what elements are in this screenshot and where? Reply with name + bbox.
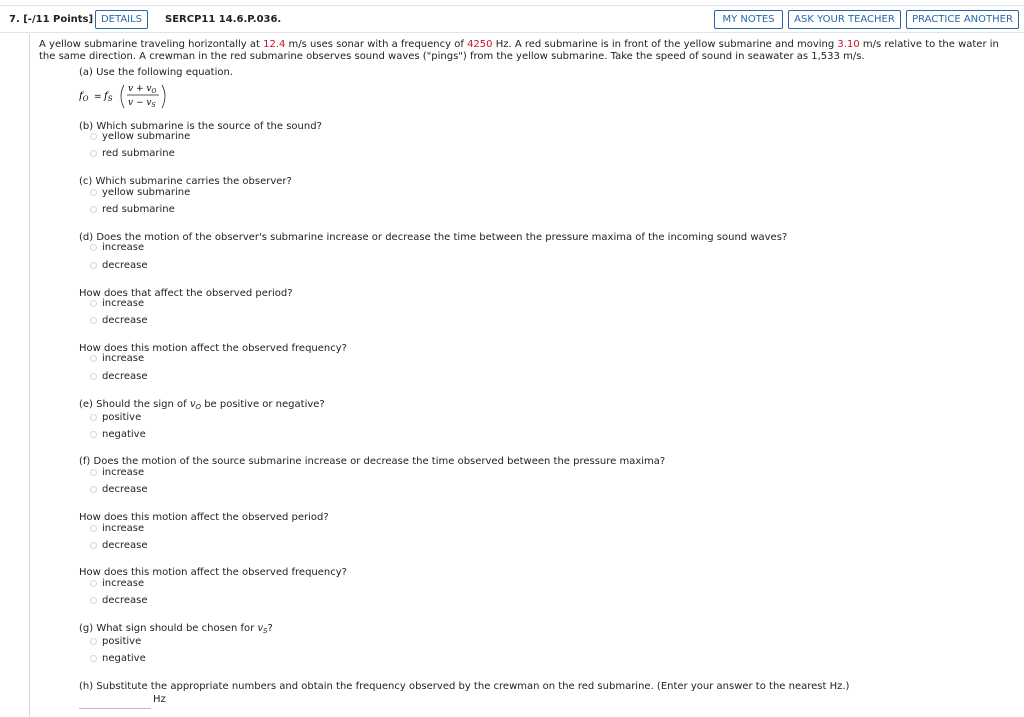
option-label: decrease bbox=[102, 484, 148, 495]
question-e: (e) Should the sign of $v_O$ be positive or negative? bbox=[79, 399, 325, 411]
option-increase[interactable] bbox=[90, 523, 144, 534]
option-decrease[interactable] bbox=[90, 595, 148, 606]
question-f: (f) Does the motion of the source submarine increase or decrease the time observed between the pressure maxima? bbox=[79, 456, 666, 467]
problem-statement bbox=[39, 39, 1014, 62]
option-label: yellow submarine bbox=[102, 187, 191, 198]
question-f-period: How does this motion affect the observed period? bbox=[79, 512, 329, 523]
option-yellow-submarine[interactable] bbox=[90, 187, 190, 198]
option-label: positive bbox=[102, 636, 142, 647]
frequency-answer-input[interactable] bbox=[79, 695, 151, 709]
radio-button[interactable] bbox=[90, 373, 97, 380]
problem-text: A yellow submarine traveling horizontally at bbox=[39, 39, 264, 50]
option-label: negative bbox=[102, 429, 146, 440]
option-label: yellow submarine bbox=[102, 131, 191, 142]
radio-button[interactable] bbox=[90, 486, 97, 493]
frequency-value: 4250 bbox=[467, 39, 493, 50]
option-decrease[interactable] bbox=[90, 540, 148, 551]
option-red-submarine[interactable] bbox=[90, 204, 175, 215]
option-label: decrease bbox=[102, 540, 148, 551]
option-positive[interactable] bbox=[90, 636, 141, 647]
problem-text: Hz. A red submarine is in front of the yellow submarine and moving bbox=[492, 39, 838, 50]
option-increase[interactable] bbox=[90, 242, 144, 253]
question-f-frequency: How does this motion affect the observed frequency? bbox=[79, 567, 347, 578]
option-label: positive bbox=[102, 412, 142, 423]
right-paren bbox=[162, 85, 165, 108]
option-label: negative bbox=[102, 653, 146, 664]
option-red-submarine[interactable] bbox=[90, 148, 175, 159]
option-increase[interactable] bbox=[90, 578, 144, 589]
option-decrease[interactable] bbox=[90, 371, 148, 382]
problem-text: m/s relative to the water in the same direction. A crewman in the red submarine observes sound waves ("pings") from the yellow submarine. Take the speed of sound in seawater as 1,533 m/s. bbox=[39, 39, 999, 62]
ask-teacher-button[interactable]: ASK YOUR TEACHER bbox=[788, 10, 901, 29]
option-decrease[interactable] bbox=[90, 260, 148, 271]
radio-button[interactable] bbox=[90, 206, 97, 213]
radio-button[interactable] bbox=[90, 133, 97, 140]
equation-graphic bbox=[79, 81, 179, 111]
radio-button[interactable] bbox=[90, 414, 97, 421]
option-label: increase bbox=[102, 298, 145, 309]
option-increase[interactable] bbox=[90, 467, 144, 478]
radio-button[interactable] bbox=[90, 469, 97, 476]
left-paren bbox=[121, 85, 124, 108]
speed-red-value: 3.10 bbox=[837, 39, 860, 50]
my-notes-button[interactable]: MY NOTES bbox=[714, 10, 783, 29]
eq-denominator: $v - v_S$ bbox=[128, 98, 156, 109]
question-g: (g) What sign should be chosen for $v_S$? bbox=[79, 623, 273, 635]
radio-button[interactable] bbox=[90, 431, 97, 438]
question-h: (h) Substitute the appropriate numbers and obtain the frequency observed by the crewman on the red submarine. (Enter your answer to the nearest Hz.) bbox=[79, 681, 850, 692]
option-label: increase bbox=[102, 467, 145, 478]
question-points: 7. [-/11 Points] bbox=[9, 14, 94, 25]
radio-button[interactable] bbox=[90, 525, 97, 532]
option-yellow-submarine[interactable] bbox=[90, 131, 190, 142]
option-negative[interactable] bbox=[90, 429, 146, 440]
left-divider bbox=[29, 34, 30, 717]
option-label: red submarine bbox=[102, 204, 175, 215]
radio-button[interactable] bbox=[90, 150, 97, 157]
option-label: increase bbox=[102, 242, 145, 253]
problem-id: SERCP11 14.6.P.036. bbox=[165, 14, 282, 25]
practice-another-button[interactable]: PRACTICE ANOTHER bbox=[906, 10, 1019, 29]
option-label: decrease bbox=[102, 371, 148, 382]
option-label: increase bbox=[102, 578, 145, 589]
question-d: (d) Does the motion of the observer's submarine increase or decrease the time between the pressure maxima of the incoming sound waves? bbox=[79, 232, 788, 243]
radio-button[interactable] bbox=[90, 655, 97, 662]
details-button[interactable]: DETAILS bbox=[95, 10, 148, 29]
radio-button[interactable] bbox=[90, 597, 97, 604]
question-header bbox=[0, 5, 1024, 33]
eq-lhs: $f_O$ bbox=[79, 91, 89, 103]
option-decrease[interactable] bbox=[90, 315, 148, 326]
problem-text: m/s uses sonar with a frequency of bbox=[285, 39, 468, 50]
doppler-equation bbox=[79, 81, 179, 114]
option-label: red submarine bbox=[102, 148, 175, 159]
eq-source-freq: $f_S$ bbox=[104, 91, 113, 103]
option-label: increase bbox=[102, 523, 145, 534]
radio-button[interactable] bbox=[90, 317, 97, 324]
radio-button[interactable] bbox=[90, 542, 97, 549]
radio-button[interactable] bbox=[90, 355, 97, 362]
eq-numerator: $v + v_O$ bbox=[128, 84, 157, 95]
option-label: decrease bbox=[102, 315, 148, 326]
option-decrease[interactable] bbox=[90, 484, 148, 495]
radio-button[interactable] bbox=[90, 580, 97, 587]
option-label: decrease bbox=[102, 595, 148, 606]
question-c: (c) Which submarine carries the observer? bbox=[79, 176, 292, 187]
question-d-period: How does that affect the observed period? bbox=[79, 288, 293, 299]
option-label: decrease bbox=[102, 260, 148, 271]
option-label: increase bbox=[102, 353, 145, 364]
question-d-frequency: How does this motion affect the observed frequency? bbox=[79, 343, 347, 354]
radio-button[interactable] bbox=[90, 300, 97, 307]
option-increase[interactable] bbox=[90, 298, 144, 309]
option-increase[interactable] bbox=[90, 353, 144, 364]
eq-equals: = bbox=[94, 92, 102, 102]
option-negative[interactable] bbox=[90, 653, 146, 664]
speed-yellow-value: 12.4 bbox=[263, 39, 286, 50]
question-b: (b) Which submarine is the source of the sound? bbox=[79, 121, 322, 132]
part-a-prompt: (a) Use the following equation. bbox=[79, 67, 233, 78]
option-positive[interactable] bbox=[90, 412, 141, 423]
unit-label: Hz bbox=[153, 694, 166, 705]
radio-button[interactable] bbox=[90, 262, 97, 269]
radio-button[interactable] bbox=[90, 638, 97, 645]
radio-button[interactable] bbox=[90, 244, 97, 251]
radio-button[interactable] bbox=[90, 189, 97, 196]
